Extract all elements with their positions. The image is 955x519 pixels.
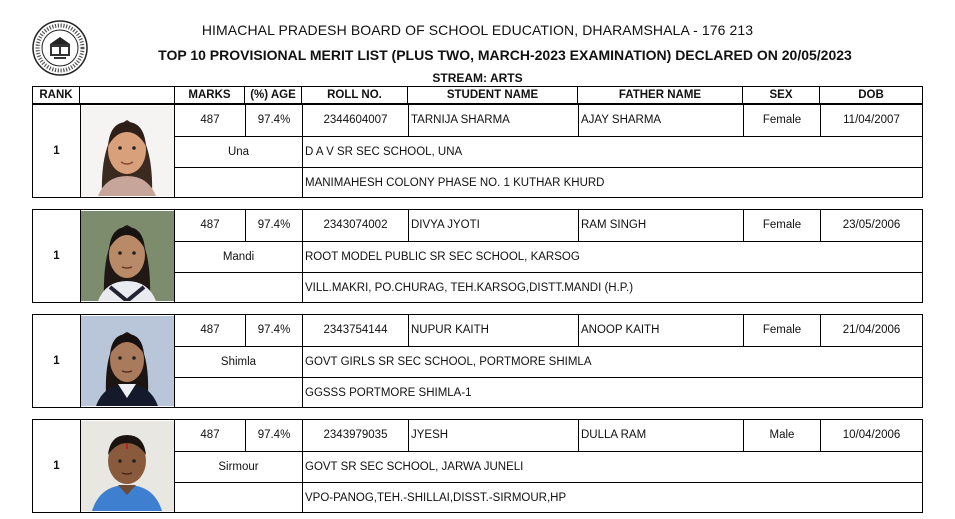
- roll-no-value: 2344604007: [323, 114, 388, 126]
- district-value: Una: [227, 146, 250, 158]
- sex-value: Female: [762, 114, 802, 126]
- student-record: [32, 419, 923, 513]
- dob-value: 23/05/2006: [842, 219, 901, 231]
- district-value: Mandi: [222, 251, 255, 263]
- percentage-value: 97.4%: [257, 219, 291, 231]
- roll-no-value: 2343754144: [323, 324, 388, 336]
- column-header-student-name: STUDENT NAME: [408, 87, 578, 103]
- father-name-value: RAM SINGH: [581, 219, 647, 231]
- column-header-dob: DOB: [858, 89, 884, 101]
- dob-value: 21/04/2006: [842, 324, 901, 336]
- district-value: Shimla: [220, 356, 257, 368]
- stream-label: STREAM: ARTS: [432, 71, 523, 85]
- school-value: GOVT SR SEC SCHOOL, JARWA JUNELI: [305, 461, 524, 473]
- sex-value: Male: [769, 429, 795, 441]
- sex-value: Female: [762, 219, 802, 231]
- father-name-value: ANOOP KAITH: [581, 324, 660, 336]
- school-value: GOVT GIRLS SR SEC SCHOOL, PORTMORE SHIMLA: [305, 356, 592, 368]
- address-value: VILL.MAKRI, PO.CHURAG, TEH.KARSOG,DISTT.MANDI (H.P.): [305, 282, 634, 294]
- percentage-value: 97.4%: [257, 114, 291, 126]
- marks-value: 487: [200, 429, 220, 441]
- board-name: HIMACHAL PRADESH BOARD OF SCHOOL EDUCATION, DHARAMSHALA - 176 213: [201, 22, 754, 38]
- student-record: [32, 209, 923, 303]
- student-photo: [80, 106, 174, 196]
- address-value: MANIMAHESH COLONY PHASE NO. 1 KUTHAR KHURD: [305, 177, 605, 189]
- father-name-value: AJAY SHARMA: [581, 114, 662, 126]
- rank-value: 1: [53, 460, 60, 472]
- address-value: GGSSS PORTMORE SHIMLA-1: [305, 387, 472, 399]
- student-record: [32, 314, 923, 408]
- column-header-father-name: FATHER NAME: [578, 87, 743, 103]
- sex-value: Female: [762, 324, 802, 336]
- column-header-sex: SEX: [743, 87, 820, 103]
- column-header-rank: RANK: [33, 87, 80, 103]
- percentage-value: 97.4%: [257, 429, 291, 441]
- student-photo: [80, 421, 174, 511]
- dob-value: 10/04/2006: [842, 429, 901, 441]
- column-header-photo: [80, 87, 175, 103]
- rank-value: 1: [53, 250, 60, 262]
- column-header-marks: MARKS: [175, 87, 245, 103]
- page-title: TOP 10 PROVISIONAL MERIT LIST (PLUS TWO, MARCH-2023 EXAMINATION) DECLARED ON 20/05/2023: [158, 47, 852, 63]
- student-name-value: NUPUR KAITH: [411, 324, 489, 336]
- dob-value: 11/04/2007: [843, 114, 900, 126]
- percentage-value: 97.4%: [257, 324, 291, 336]
- column-header-roll-no: ROLL NO.: [302, 87, 408, 103]
- school-value: D A V SR SEC SCHOOL, UNA: [305, 146, 463, 158]
- marks-value: 487: [200, 114, 220, 126]
- column-header-percentage: (%) AGE: [245, 87, 302, 103]
- school-value: ROOT MODEL PUBLIC SR SEC SCHOOL, KARSOG: [305, 251, 580, 263]
- district-value: Sirmour: [218, 461, 259, 473]
- student-record: [32, 104, 923, 198]
- student-photo: [80, 316, 174, 406]
- marks-value: 487: [200, 324, 220, 336]
- father-name-value: DULLA RAM: [581, 429, 647, 441]
- student-name-value: TARNIJA SHARMA: [411, 114, 510, 126]
- rank-value: 1: [53, 355, 60, 367]
- marks-value: 487: [200, 219, 220, 231]
- table-header: [32, 86, 923, 104]
- student-name-value: DIVYA JYOTI: [411, 219, 480, 231]
- address-value: VPO-PANOG,TEH.-SHILLAI,DISST.-SIRMOUR,HP: [305, 492, 567, 504]
- student-photo: [80, 211, 174, 301]
- roll-no-value: 2343074002: [323, 219, 388, 231]
- roll-no-value: 2343979035: [323, 429, 388, 441]
- student-name-value: JYESH: [411, 429, 449, 441]
- rank-value: 1: [53, 145, 60, 157]
